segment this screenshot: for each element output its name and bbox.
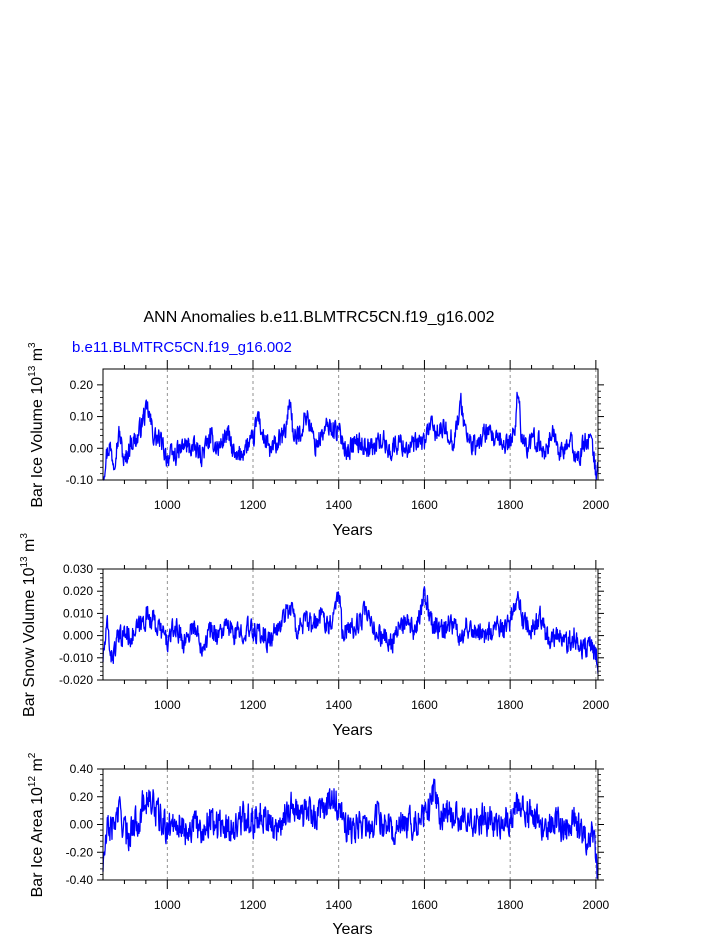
x-tick-label: 1400 bbox=[325, 498, 353, 512]
y-axis-label-part: 3 bbox=[19, 533, 30, 539]
series-line bbox=[103, 779, 598, 878]
y-axis-label-part: 2 bbox=[27, 752, 38, 759]
y-axis-label bbox=[27, 752, 46, 897]
y-tick-label: -0.20 bbox=[65, 845, 93, 860]
x-tick-label: 1600 bbox=[411, 698, 438, 712]
plot-frame bbox=[103, 369, 598, 480]
y-tick-label: 0.000 bbox=[62, 628, 93, 643]
y-axis-label-part: 3 bbox=[27, 342, 38, 348]
y-tick-label: 0.40 bbox=[69, 762, 93, 776]
x-tick-label: 1400 bbox=[325, 698, 353, 712]
x-tick-label: 1600 bbox=[411, 898, 438, 912]
x-tick-label: 2000 bbox=[582, 498, 610, 512]
y-tick-label: 0.020 bbox=[62, 584, 93, 599]
series-label: b.e11.BLMTRC5CN.f19_g16.002 bbox=[72, 339, 292, 356]
ice-volume-panel bbox=[27, 342, 610, 539]
y-tick-label: 0.00 bbox=[69, 817, 93, 832]
y-tick-label: -0.020 bbox=[58, 673, 93, 687]
x-axis-label: Years bbox=[332, 522, 373, 539]
y-axis-label-part: m bbox=[21, 538, 38, 557]
x-tick-label: 2000 bbox=[582, 898, 610, 912]
y-axis-label-part: Bar Ice Area 10 bbox=[29, 787, 46, 898]
y-axis-label-part: m bbox=[29, 347, 46, 366]
series-line bbox=[103, 587, 598, 674]
x-tick-label: 1800 bbox=[496, 898, 524, 912]
ice-area-panel bbox=[27, 752, 610, 935]
series-line bbox=[103, 392, 598, 480]
y-tick-label: -0.40 bbox=[65, 873, 93, 887]
x-tick-label: 1200 bbox=[239, 898, 267, 912]
x-tick-label: 2000 bbox=[582, 698, 610, 712]
x-tick-label: 1200 bbox=[239, 498, 267, 512]
snow-volume-panel bbox=[19, 533, 610, 739]
y-axis-label-part: 13 bbox=[27, 365, 38, 377]
y-axis-label-part: m bbox=[29, 758, 46, 776]
y-tick-label: 0.030 bbox=[62, 562, 93, 576]
x-tick-label: 1000 bbox=[153, 698, 181, 712]
x-tick-label: 1400 bbox=[325, 898, 353, 912]
x-tick-label: 1600 bbox=[411, 498, 438, 512]
y-tick-label: 0.10 bbox=[69, 409, 93, 424]
y-tick-label: -0.010 bbox=[58, 650, 93, 665]
y-tick-label: 0.00 bbox=[69, 441, 93, 456]
y-axis-label-part: Bar Ice Volume 10 bbox=[29, 376, 46, 508]
y-axis-label-part: Bar Snow Volume 10 bbox=[21, 567, 38, 717]
y-tick-label: -0.10 bbox=[65, 473, 93, 487]
x-axis-label: Years bbox=[332, 921, 373, 935]
y-axis-label bbox=[19, 533, 38, 717]
x-tick-label: 1000 bbox=[153, 898, 181, 912]
y-tick-label: 0.20 bbox=[69, 377, 93, 392]
x-tick-label: 1800 bbox=[496, 698, 524, 712]
y-axis-label bbox=[27, 342, 46, 508]
y-tick-label: 0.20 bbox=[69, 789, 93, 804]
x-tick-label: 1000 bbox=[153, 498, 181, 512]
figure-title: ANN Anomalies b.e11.BLMTRC5CN.f19_g16.002 bbox=[143, 309, 495, 326]
y-axis-label-part: 12 bbox=[27, 775, 38, 788]
x-axis-label: Years bbox=[332, 722, 373, 739]
x-tick-label: 1200 bbox=[239, 698, 267, 712]
x-tick-label: 1800 bbox=[496, 498, 524, 512]
y-tick-label: 0.010 bbox=[62, 606, 93, 621]
y-axis-label-part: 13 bbox=[19, 556, 30, 568]
